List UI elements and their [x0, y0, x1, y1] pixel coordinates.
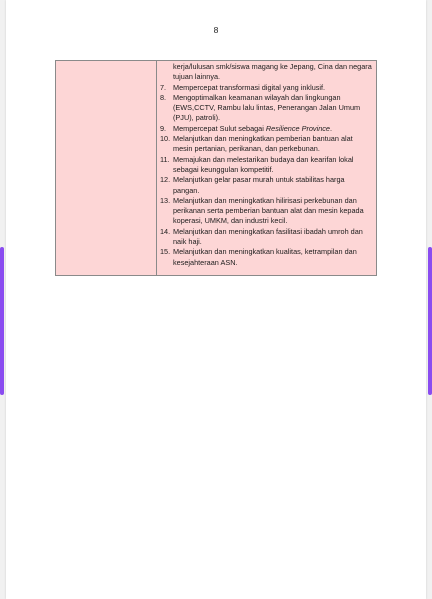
document-page	[6, 0, 426, 599]
list-item-text: Melanjutkan gelar pasar murah untuk stabilitas harga pangan.	[173, 175, 345, 195]
list-item-text: Mengoptimalkan keamanan wilayah dan lingkungan (EWS,CCTV, Rambu lalu lintas, Penerangan Jalan Umum (PJU), patroli).	[173, 92, 361, 123]
list-item	[160, 227, 372, 248]
table-left-cell	[56, 61, 157, 275]
list-item-text: Melanjutkan dan meningkatkan fasilitasi ibadah umroh dan naik haji.	[173, 226, 363, 247]
page-number: 8	[213, 25, 219, 35]
list-item	[160, 93, 372, 124]
list-item	[160, 175, 372, 196]
list-item	[160, 62, 372, 83]
list-item-number: 14.	[160, 226, 171, 236]
list-item	[160, 124, 372, 134]
list-item-number: 9.	[160, 123, 167, 133]
list-item-text-italic: Resilience Province	[265, 123, 330, 133]
list-item-number: 11.	[160, 154, 170, 164]
list-item-text: Mempercepat transformasi digital yang inklusif.	[173, 82, 326, 92]
list-item	[160, 134, 372, 155]
list-item-number: 7.	[160, 82, 167, 92]
list-item-text: Melanjutkan dan meningkatkan hilirisasi perkebunan dan perikanan serta pemberian bantuan alat dan mesin kepada koperasi, UMKM, dan industri kecil.	[173, 195, 364, 226]
list-item-number: 10.	[160, 134, 171, 144]
list-item-text-start: Mempercepat Sulut sebagai	[173, 123, 266, 133]
right-scroll-handle[interactable]	[428, 247, 432, 395]
list-item	[160, 155, 372, 176]
list-item-number: 8.	[160, 92, 167, 102]
list-item-text: Melanjutkan dan meningkatkan kualitas, ketrampilan dan kesejahteraan ASN.	[173, 247, 357, 267]
list-item-text: Memajukan dan melestarikan budaya dan kearifan lokal sebagai keunggulan kompetitif.	[173, 154, 354, 174]
list-item-text-end: .	[329, 123, 333, 133]
list-item	[160, 83, 372, 93]
program-table	[55, 60, 377, 276]
table-right-cell	[157, 61, 376, 268]
list-item	[160, 247, 372, 268]
list-item-text: Melanjutkan dan meningkatkan pemberian bantuan alat mesin pertanian, perikanan, dan perkebunan.	[173, 134, 353, 154]
list-item-text: kerja/lulusan smk/siswa magang ke Jepang, Cina dan negara tujuan lainnya.	[173, 62, 372, 82]
list-item	[160, 196, 372, 227]
list-item-number: 15.	[160, 247, 171, 257]
left-scroll-handle[interactable]	[0, 247, 4, 395]
list-item-number: 12.	[160, 175, 171, 185]
list-item-text	[173, 124, 372, 134]
list-item-number: 13.	[160, 195, 171, 205]
